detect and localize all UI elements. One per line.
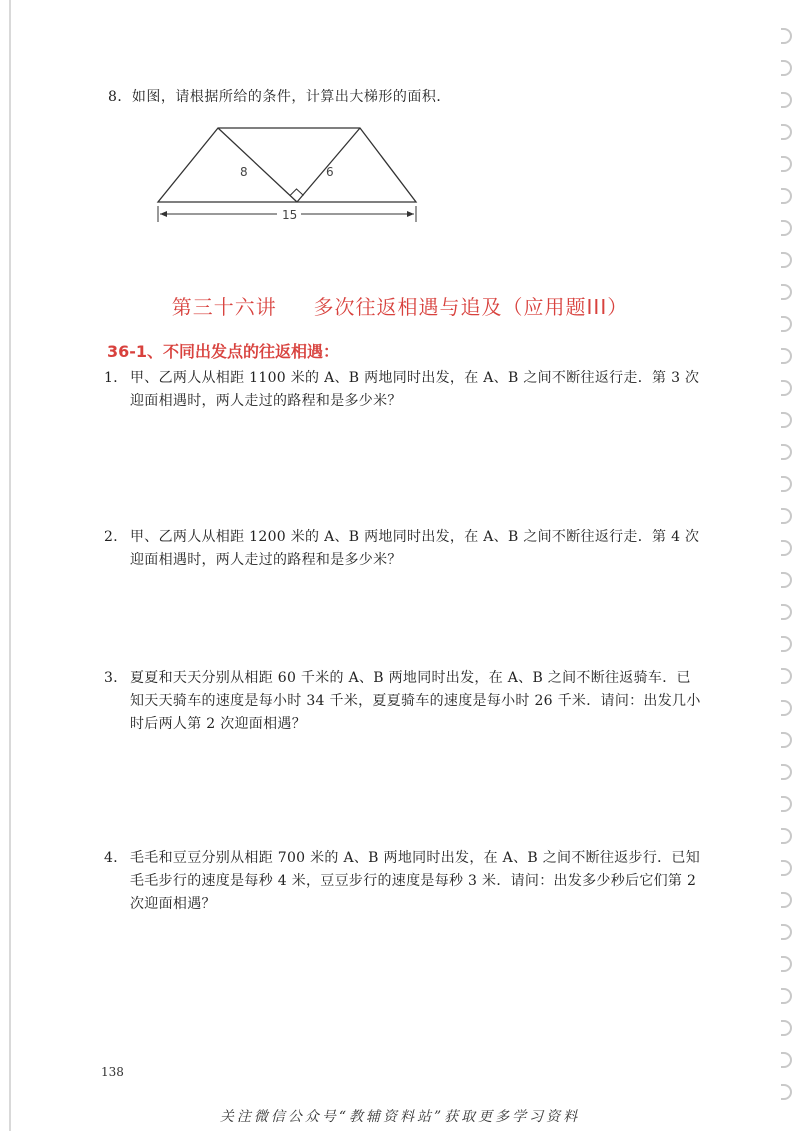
binding-rings — [774, 0, 800, 1131]
binding-ring — [781, 508, 792, 524]
question-8-text: 8．如图，请根据所给的条件，计算出大梯形的面积． — [108, 89, 451, 105]
problem-4 — [104, 847, 724, 916]
binding-ring — [781, 732, 792, 748]
binding-ring — [781, 700, 792, 716]
problem-3 — [104, 667, 724, 736]
binding-ring — [781, 1020, 792, 1036]
problem-line: 毛毛和豆豆分别从相距 700 米的 A、B 两地同时出发，在 A、B 之间不断往返步行．已知 — [130, 850, 701, 866]
problem-number: 1． — [104, 370, 128, 386]
binding-ring — [781, 348, 792, 364]
trapezoid-figure — [150, 118, 420, 232]
problem-2 — [104, 526, 724, 572]
binding-ring — [781, 28, 792, 44]
footer-note: 关注微信公众号“教辅资料站”获取更多学习资料 — [219, 1109, 581, 1125]
binding-ring — [781, 124, 792, 140]
problem-number: 2． — [104, 529, 128, 545]
binding-ring — [781, 572, 792, 588]
binding-ring — [781, 956, 792, 972]
binding-ring — [781, 1052, 792, 1068]
binding-ring — [781, 924, 792, 940]
binding-ring — [781, 60, 792, 76]
label-8: 8 — [240, 165, 248, 179]
lecture-title: 第三十六讲 多次往返相遇与追及（应用题III） — [171, 295, 629, 319]
binding-ring — [781, 796, 792, 812]
label-6: 6 — [326, 165, 334, 179]
page-number: 138 — [101, 1065, 124, 1079]
problem-line: 时后两人第 2 次迎面相遇？ — [130, 716, 307, 732]
binding-ring — [781, 476, 792, 492]
binding-ring — [781, 764, 792, 780]
binding-ring — [781, 92, 792, 108]
binding-ring — [781, 636, 792, 652]
problem-1 — [104, 367, 724, 413]
binding-ring — [781, 540, 792, 556]
section-heading: 36-1、不同出发点的往返相遇： — [107, 342, 340, 361]
binding-ring — [781, 252, 792, 268]
problem-line: 迎面相遇时，两人走过的路程和是多少米？ — [130, 393, 402, 409]
problem-line: 迎面相遇时，两人走过的路程和是多少米？ — [130, 552, 402, 568]
problem-line: 次迎面相遇？ — [130, 896, 216, 912]
problem-line: 毛毛步行的速度是每秒 4 米，豆豆步行的速度是每秒 3 米．请问：出发多少秒后它们第 2 — [130, 873, 697, 889]
binding-ring — [781, 156, 792, 172]
problem-line: 甲、乙两人从相距 1200 米的 A、B 两地同时出发，在 A、B 之间不断往返行走．第 4 次 — [130, 529, 700, 545]
dim-arrow-left — [160, 211, 167, 217]
binding-ring — [781, 412, 792, 428]
trapezoid-outline — [158, 128, 416, 202]
problem-number: 4． — [104, 850, 128, 866]
binding-ring — [781, 892, 792, 908]
problem-line: 夏夏和天天分别从相距 60 千米的 A、B 两地同时出发，在 A、B 之间不断往返骑车．已 — [130, 670, 691, 686]
problem-number: 3． — [104, 670, 128, 686]
page-left-edge — [9, 0, 11, 1131]
binding-ring — [781, 828, 792, 844]
dim-arrow-right — [407, 211, 414, 217]
problem-line: 甲、乙两人从相距 1100 米的 A、B 两地同时出发，在 A、B 之间不断往返行走．第 3 次 — [130, 370, 700, 386]
binding-ring — [781, 380, 792, 396]
inner-segment-left — [218, 128, 297, 202]
binding-ring — [781, 220, 792, 236]
binding-ring — [781, 668, 792, 684]
binding-ring — [781, 1084, 792, 1100]
problem-line: 知天天骑车的速度是每小时 34 千米，夏夏骑车的速度是每小时 26 千米．请问：出发几小 — [130, 693, 701, 709]
binding-ring — [781, 444, 792, 460]
binding-ring — [781, 988, 792, 1004]
binding-ring — [781, 860, 792, 876]
right-angle-mark — [290, 189, 304, 196]
trapezoid-diagram — [150, 118, 420, 228]
binding-ring — [781, 188, 792, 204]
binding-ring — [781, 604, 792, 620]
label-15: 15 — [282, 208, 298, 222]
